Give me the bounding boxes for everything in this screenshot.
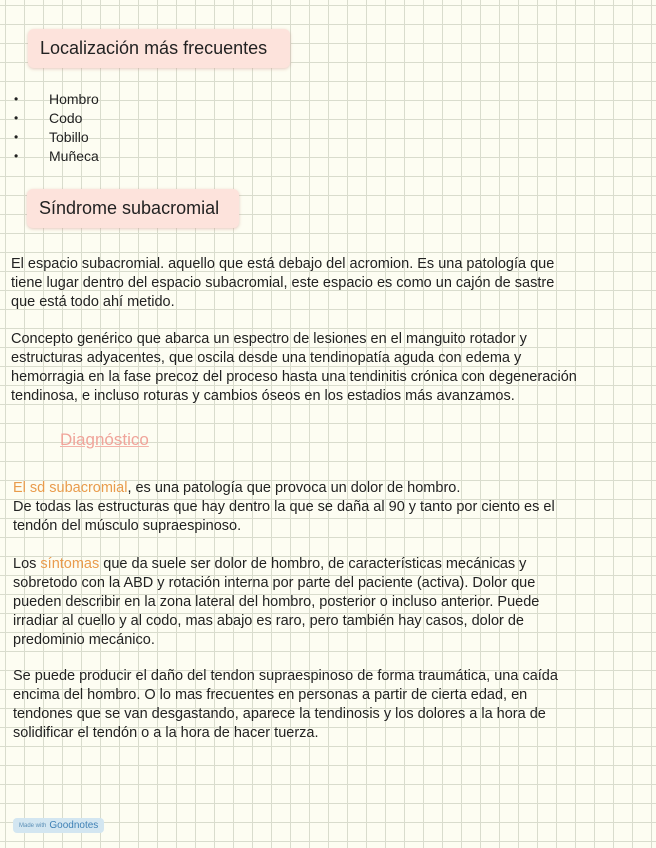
highlight-text: El sd subacromial bbox=[13, 480, 128, 496]
text-line: irradiar al cuello y al codo, mas abajo es raro, pero también hay casos, dolor de bbox=[13, 613, 524, 629]
heading-sindrome: Síndrome subacromial bbox=[27, 189, 239, 228]
paragraph-sintomas bbox=[13, 555, 643, 650]
badge-made-with: Made with bbox=[19, 822, 47, 829]
heading-localizacion: Localización más frecuentes bbox=[28, 29, 290, 68]
text-segment: , es una patología que provoca un dolor de hombro. bbox=[127, 480, 461, 496]
text-line: El espacio subacromial. aquello que está debajo del acromion. Es una patología que bbox=[11, 256, 555, 272]
paragraph-sd-subacromial bbox=[13, 479, 643, 536]
text-line: pueden describir en la zona lateral del hombro, posterior o incluso anterior. Puede bbox=[13, 594, 540, 610]
list-item: • Hombro bbox=[14, 90, 99, 109]
text-line: tendinosa, e incluso roturas y cambios óseos en los estadios más avanzamos. bbox=[11, 388, 515, 404]
list-item: • Tobillo bbox=[14, 128, 99, 147]
text-line: Se puede producir el daño del tendon supraespinoso de forma traumática, una caída bbox=[13, 668, 558, 684]
text-line bbox=[13, 479, 643, 498]
list-item: • Muñeca bbox=[14, 147, 99, 166]
highlight-text: síntomas bbox=[40, 556, 100, 572]
text-line: Concepto genérico que abarca un espectro de lesiones en el manguito rotador y bbox=[11, 331, 527, 347]
text-segment: que da suele ser dolor de hombro, de características mecánicas y bbox=[99, 556, 527, 572]
text-line: encima del hombro. O lo mas frecuentes en personas a partir de cierta edad, en bbox=[13, 687, 528, 703]
text-line: tiene lugar dentro del espacio subacromial, este espacio es como un cajón de sastre bbox=[11, 275, 555, 291]
text-line: hemorragia en la fase precoz del proceso hasta una tendinitis crónica con degeneración bbox=[11, 369, 577, 385]
list-item: • Codo bbox=[14, 109, 99, 128]
text-line: tendón del músculo supraespinoso. bbox=[13, 518, 242, 534]
text-line: De todas las estructuras que hay dentro la que se daña al 90 y tanto por ciento es el bbox=[13, 499, 555, 515]
location-list bbox=[14, 90, 99, 166]
paragraph-espacio bbox=[11, 255, 641, 312]
paragraph-dano-tendon bbox=[13, 667, 643, 743]
text-line: sobretodo con la ABD y rotación interna por parte del paciente (activa). Dolor que bbox=[13, 575, 536, 591]
text-segment: Los bbox=[13, 556, 41, 572]
text-line: solidificar el tendón o a la hora de hacer tuerza. bbox=[13, 725, 319, 741]
paragraph-concepto bbox=[11, 330, 641, 406]
text-line: que está todo ahí metido. bbox=[11, 294, 175, 310]
text-line: estructuras adyacentes, que oscila desde una tendinopatía aguda con edema y bbox=[11, 350, 522, 366]
goodnotes-badge[interactable] bbox=[13, 818, 104, 833]
badge-brand: Goodnotes bbox=[49, 820, 99, 831]
text-line: tendones que se van desgastando, aparece la tendinosis y los dolores a la hora de bbox=[13, 706, 546, 722]
text-line bbox=[13, 555, 643, 574]
text-line: predominio mecánico. bbox=[13, 632, 155, 648]
heading-diagnostico: Diagnóstico bbox=[60, 430, 149, 449]
